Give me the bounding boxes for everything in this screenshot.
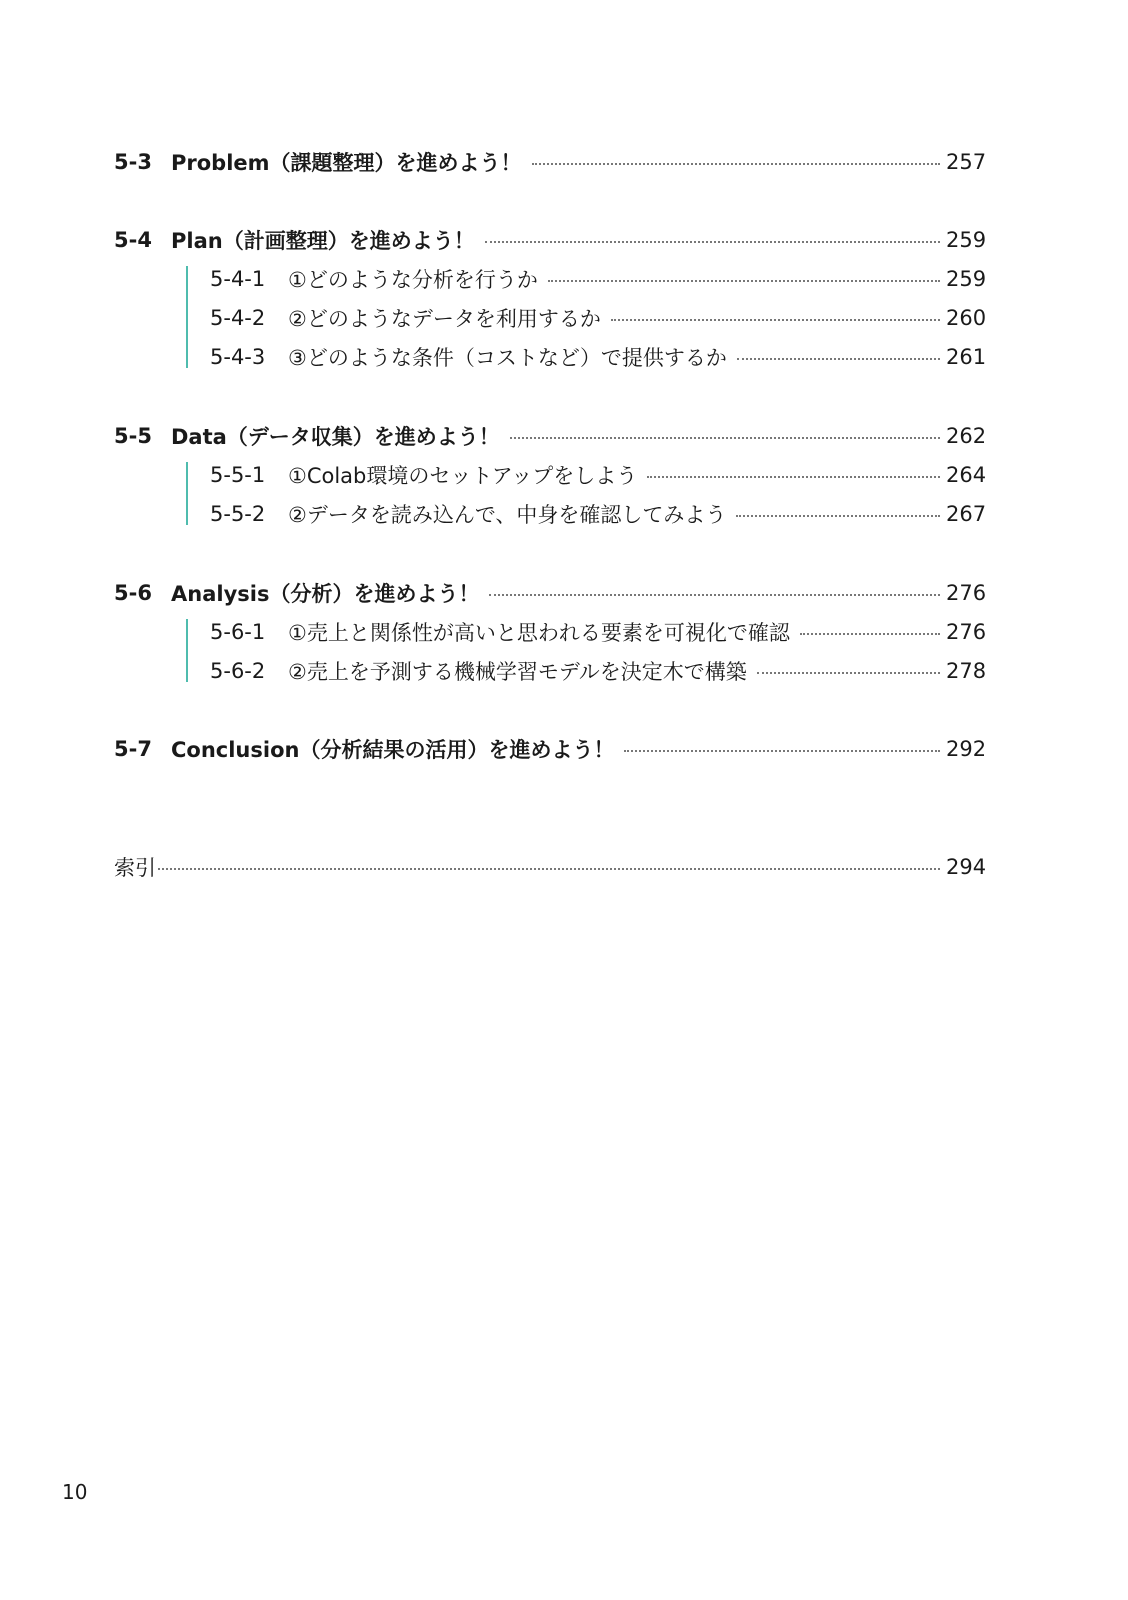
dot-leader xyxy=(737,358,940,360)
subsection-number: 5-4-1 xyxy=(210,267,266,291)
toc-entry-5-6-2[interactable] xyxy=(210,651,986,691)
page-ref: 262 xyxy=(946,424,987,448)
subsection-number: 5-5-2 xyxy=(210,502,266,526)
page-ref: 276 xyxy=(946,620,987,644)
section-title: Plan（計画整理）を進めよう！ xyxy=(171,229,475,253)
subsection-number: 5-4-2 xyxy=(210,306,266,330)
section-number: 5-6 xyxy=(114,581,152,605)
subsection-bar xyxy=(186,462,188,525)
subsection-bar xyxy=(186,619,188,682)
dot-leader xyxy=(611,319,940,321)
page-ref: 292 xyxy=(946,737,987,761)
page-ref: 276 xyxy=(946,581,987,605)
subsection-title: ②どのようなデータを利用するか xyxy=(288,307,601,331)
page-number: 10 xyxy=(62,1480,88,1504)
dot-leader xyxy=(510,437,940,439)
page-ref: 260 xyxy=(946,306,987,330)
dot-leader xyxy=(736,515,940,517)
subsection-title: ①Colab環境のセットアップをしよう xyxy=(288,464,638,488)
toc-entry-5-5-2[interactable] xyxy=(210,494,986,534)
dot-leader xyxy=(489,594,940,596)
section-title: Data（データ収集）を進めよう！ xyxy=(171,425,500,449)
dot-leader xyxy=(158,868,940,870)
index-title: 索引 xyxy=(114,856,156,880)
subsection-number: 5-5-1 xyxy=(210,463,266,487)
dot-leader xyxy=(485,241,940,243)
dot-leader xyxy=(532,163,940,165)
section-number: 5-3 xyxy=(114,150,152,174)
subsection-title: ①どのような分析を行うか xyxy=(288,268,538,292)
dot-leader xyxy=(800,633,940,635)
page-ref: 259 xyxy=(946,267,987,291)
page-ref: 278 xyxy=(946,659,987,683)
subsection-bar xyxy=(186,266,188,368)
subsection-title: ③どのような条件（コストなど）で提供するか xyxy=(288,346,727,370)
subsection-title: ②売上を予測する機械学習モデルを決定木で構築 xyxy=(288,660,747,684)
dot-leader xyxy=(548,280,940,282)
page-ref: 267 xyxy=(946,502,987,526)
subsection-title: ①売上と関係性が高いと思われる要素を可視化で確認 xyxy=(288,621,790,645)
toc-entry-5-5-1[interactable] xyxy=(210,455,986,495)
page-ref: 264 xyxy=(946,463,987,487)
toc-entry-5-6-1[interactable] xyxy=(210,612,986,652)
page-ref: 261 xyxy=(946,345,987,369)
toc-entry-5-3[interactable] xyxy=(114,142,986,182)
subsection-number: 5-6-1 xyxy=(210,620,266,644)
page-ref: 294 xyxy=(946,855,987,879)
section-title: Problem（課題整理）を進めよう！ xyxy=(171,151,522,175)
dot-leader xyxy=(624,750,940,752)
dot-leader xyxy=(647,476,940,478)
page-ref: 259 xyxy=(946,228,987,252)
section-number: 5-4 xyxy=(114,228,152,252)
section-title: Analysis（分析）を進めよう！ xyxy=(171,582,480,606)
toc-entry-5-4[interactable] xyxy=(114,220,986,260)
dot-leader xyxy=(757,672,940,674)
toc-entry-5-4-3[interactable] xyxy=(210,337,986,377)
subsection-title: ②データを読み込んで、中身を確認してみよう xyxy=(288,503,727,527)
section-number: 5-7 xyxy=(114,737,152,761)
toc-entry-index[interactable] xyxy=(114,847,986,887)
toc-entry-5-7[interactable] xyxy=(114,729,986,769)
section-number: 5-5 xyxy=(114,424,152,448)
toc-entry-5-4-1[interactable] xyxy=(210,259,986,299)
toc-entry-5-4-2[interactable] xyxy=(210,298,986,338)
toc-entry-5-6[interactable] xyxy=(114,573,986,613)
page-ref: 257 xyxy=(946,150,987,174)
toc-entry-5-5[interactable] xyxy=(114,416,986,456)
subsection-number: 5-6-2 xyxy=(210,659,266,683)
subsection-number: 5-4-3 xyxy=(210,345,266,369)
section-title: Conclusion（分析結果の活用）を進めよう！ xyxy=(171,738,615,762)
